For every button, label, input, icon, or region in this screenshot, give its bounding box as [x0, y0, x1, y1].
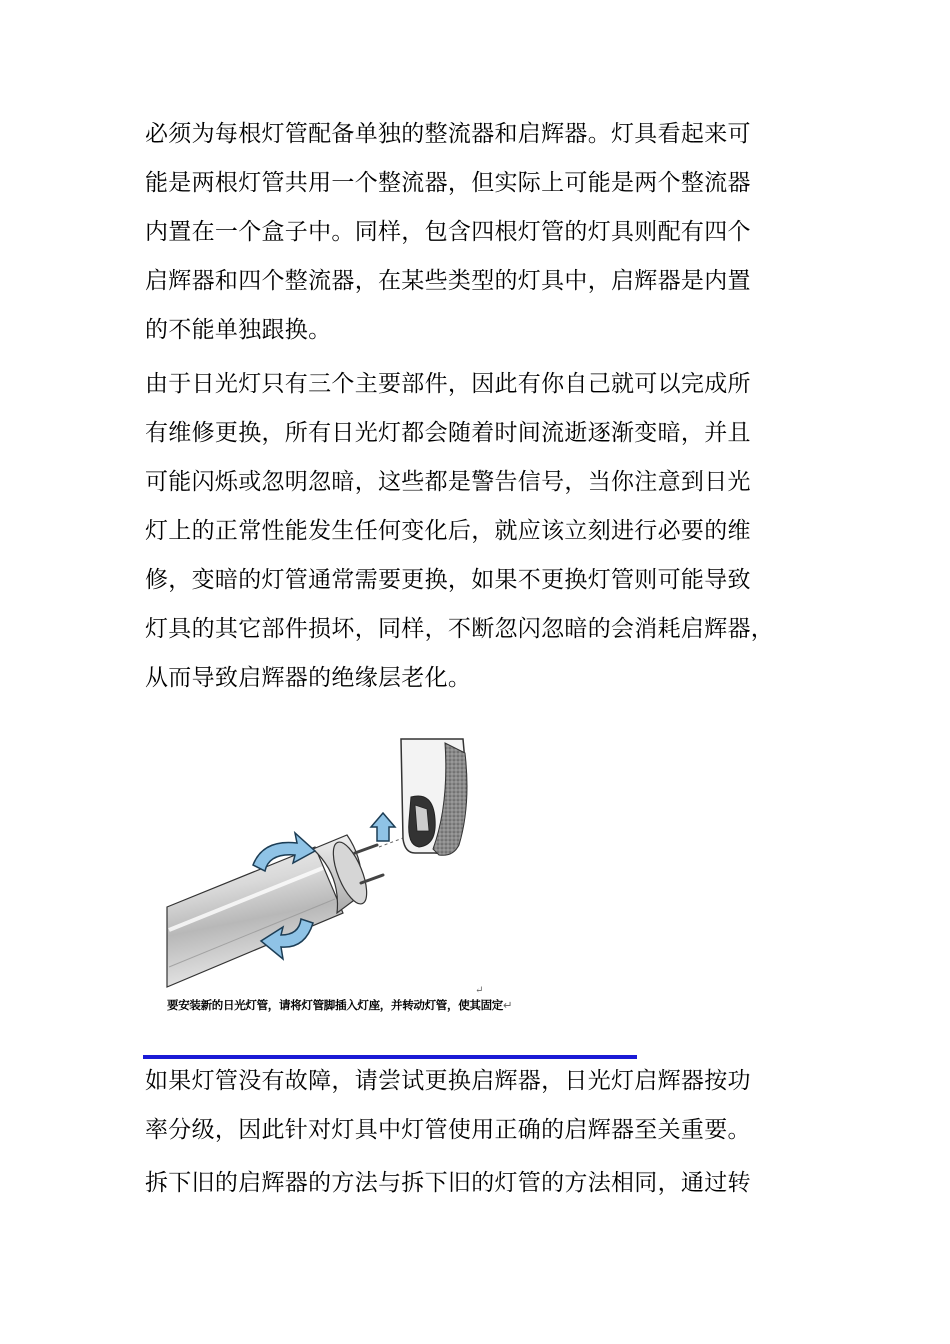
text-line: 必须为每根灯管配备单独的整流器和启辉器。灯具看起来可 — [145, 121, 751, 147]
text-line: 可能闪烁或忽明忽暗，这些都是警告信号，当你注意到日光 — [145, 469, 751, 495]
return-mark-top: ↵ — [475, 985, 484, 996]
text-line: 率分级，因此针对灯具中灯管使用正确的启辉器至关重要。 — [145, 1117, 751, 1143]
text-line: 如果灯管没有故障，请尝试更换启辉器，日光灯启辉器按功 — [145, 1068, 751, 1094]
figure-caption — [167, 997, 512, 1013]
caption-return-mark: ↵ — [503, 998, 513, 1012]
figure-caption-text: 要安装新的日光灯管，请将灯管脚插入灯座，并转动灯管，使其固定 — [167, 998, 503, 1012]
text-line: 拆下旧的启辉器的方法与拆下旧的灯管的方法相同，通过转 — [145, 1170, 751, 1196]
text-line: 的不能单独跟换。 — [145, 317, 332, 343]
text-line: 启辉器和四个整流器，在某些类型的灯具中，启辉器是内置 — [145, 268, 751, 294]
text-line: 由于日光灯只有三个主要部件，因此有你自己就可以完成所 — [145, 371, 751, 397]
tube-install-illustration — [165, 735, 485, 1005]
text-line: 能是两根灯管共用一个整流器，但实际上可能是两个整流器 — [145, 170, 751, 196]
paragraph-replace-starter — [145, 1057, 817, 1155]
text-line: 内置在一个盒子中。同样，包含四根灯管的灯具则配有四个 — [145, 219, 751, 245]
text-line: 灯上的正常性能发生任何变化后，就应该立刻进行必要的维 — [145, 518, 751, 544]
text-line: 有维修更换，所有日光灯都会随着时间流逝逐渐变暗，并且 — [145, 420, 751, 446]
paragraph-maintenance — [145, 360, 817, 703]
text-line: 灯具的其它部件损坏，同样，不断忽闪忽暗的会消耗启辉器， — [145, 616, 775, 642]
paragraph-remove-starter — [145, 1159, 817, 1208]
text-line: 从而导致启辉器的绝缘层老化。 — [145, 665, 472, 691]
fluorescent-tube — [167, 847, 343, 987]
paragraph-ballast-starter — [145, 110, 817, 355]
lamp-socket — [401, 739, 467, 855]
push-up-arrow-icon — [371, 813, 395, 841]
text-line: 修，变暗的灯管通常需要更换，如果不更换灯管则可能导致 — [145, 567, 751, 593]
